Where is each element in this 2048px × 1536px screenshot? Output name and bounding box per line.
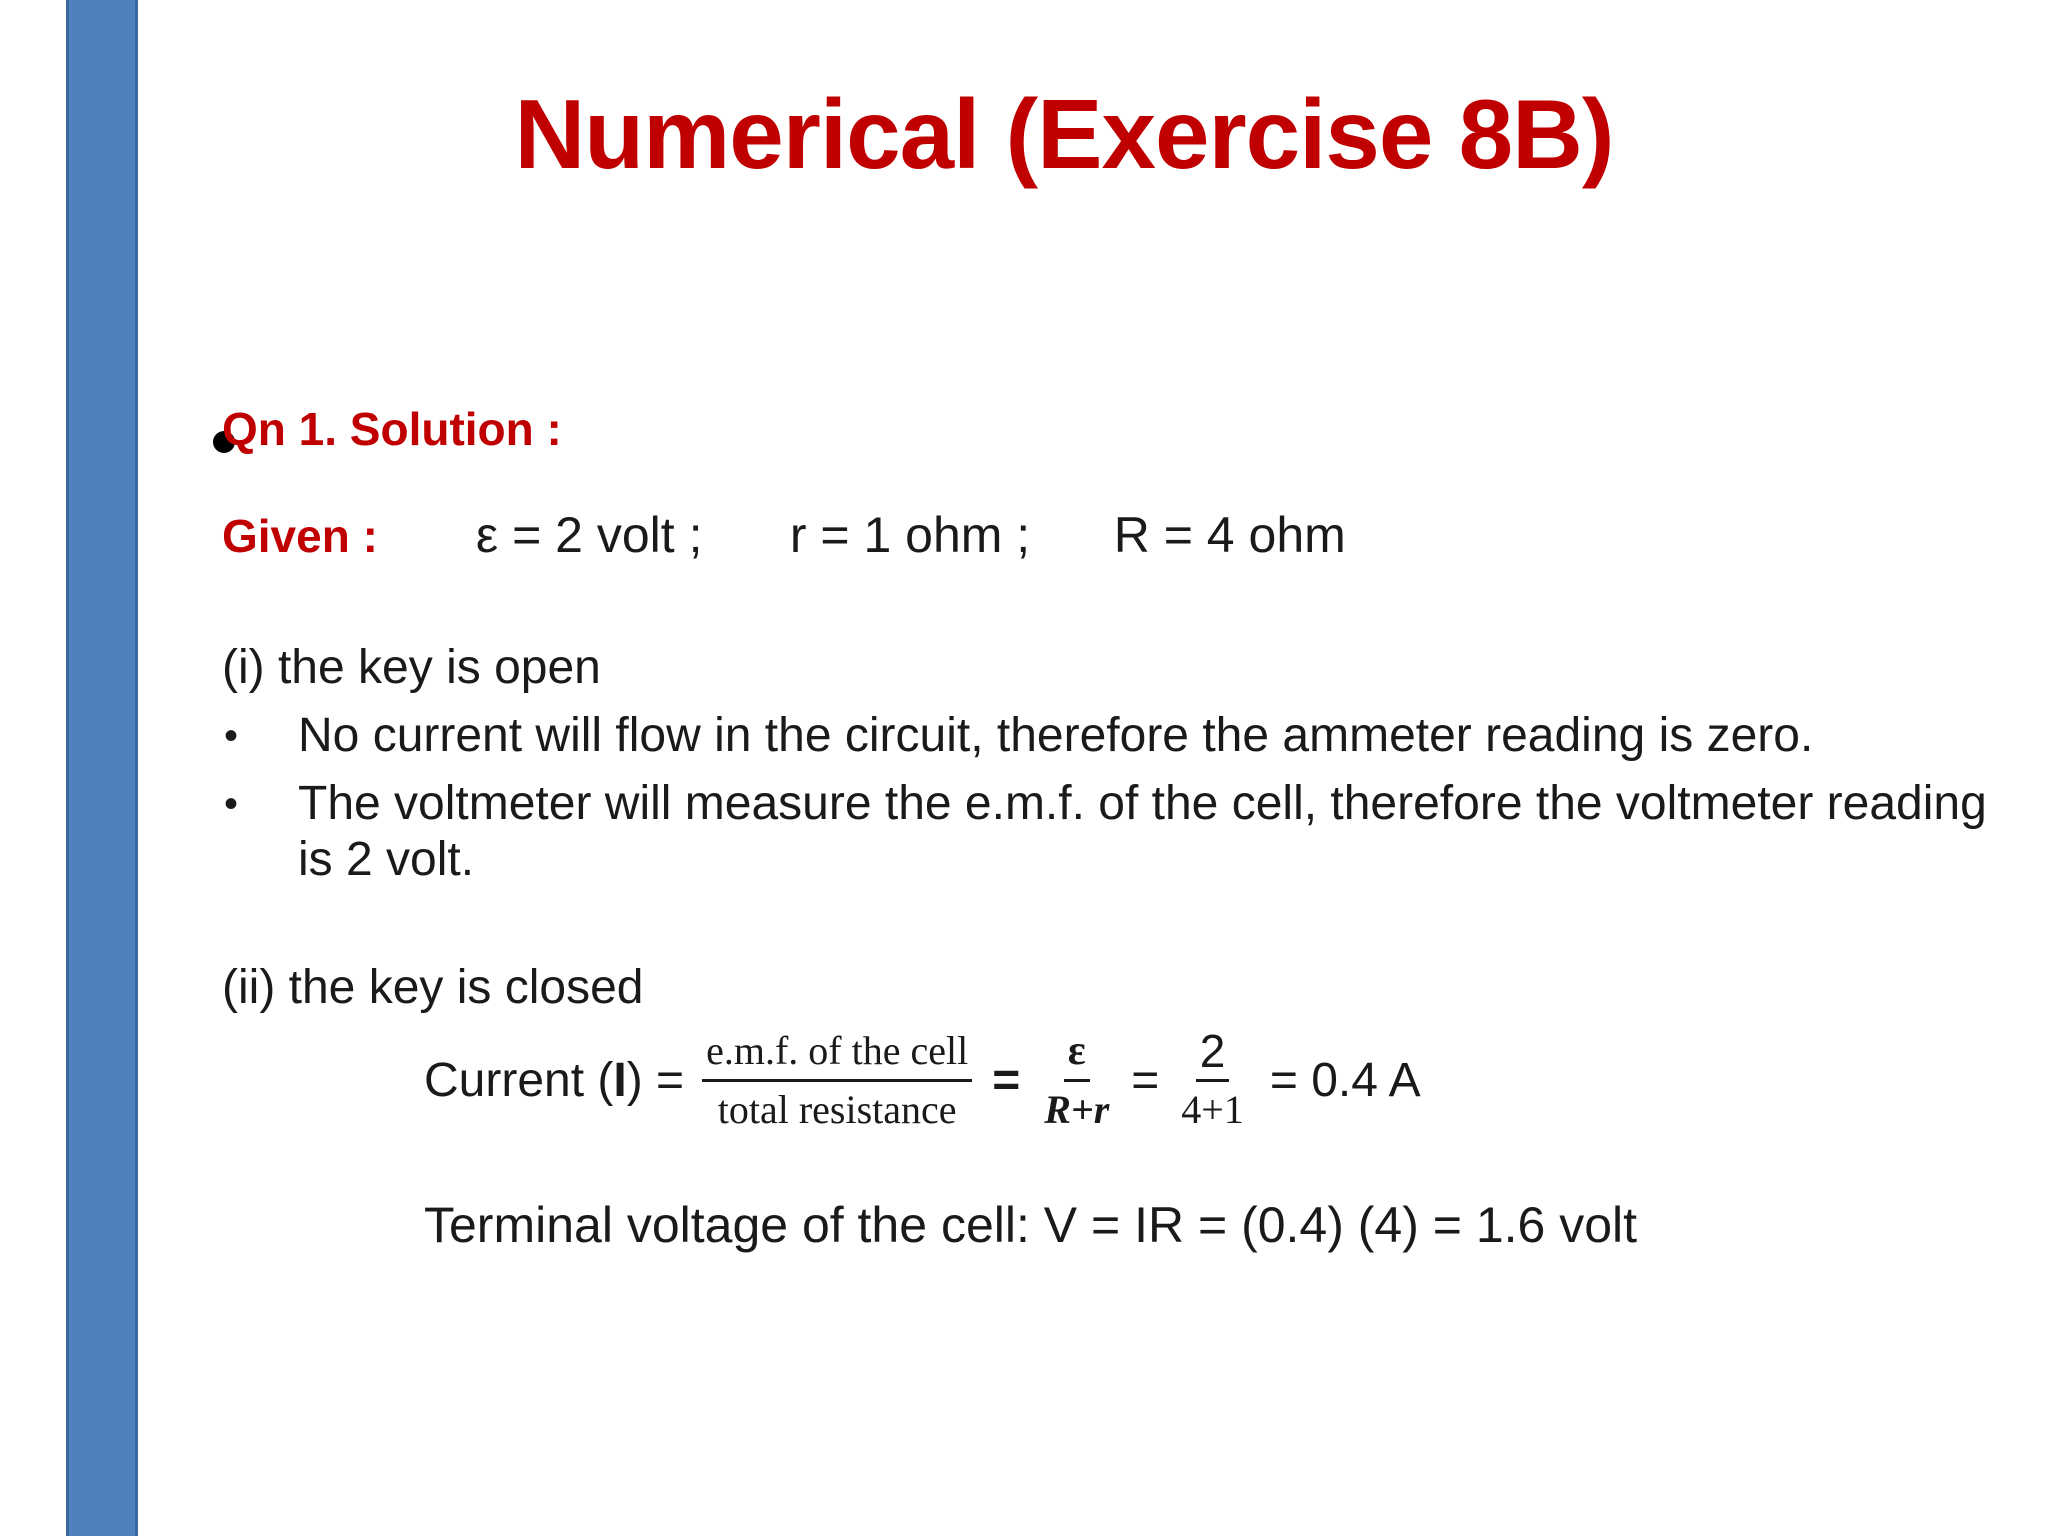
fraction-numerator: 2 [1196,1023,1230,1082]
current-formula [424,1020,1421,1140]
fraction-numeric [1177,1023,1248,1138]
fraction-denominator: R+r [1044,1086,1110,1132]
given-row [222,506,1346,564]
given-emf: ε = 2 volt ; [475,507,703,563]
fraction-symbolic [1040,1023,1113,1138]
formula-result: = 0.4 A [1269,1053,1421,1107]
fraction-numerator: e.m.f. of the cell [702,1023,972,1082]
bullet-icon: • [224,714,239,758]
bullet-text: No current will flow in the circuit, therefore the ammeter reading is zero. [298,709,1814,762]
list-item [222,708,2012,764]
equals-sign: = [1131,1053,1160,1107]
slide-title: Numerical (Exercise 8B) [514,79,1614,189]
formula-label: Current (I) = [424,1053,685,1107]
bullet-icon: • [224,782,239,826]
part-i-bullet-list [222,708,2012,900]
list-item [222,776,2012,888]
given-internal-resistance: r = 1 ohm ; [789,507,1031,563]
fraction-denominator: 4+1 [1181,1086,1244,1132]
question-heading: Qn 1. Solution : [222,403,562,455]
given-label: Given : [222,510,378,562]
terminal-voltage-line: Terminal voltage of the cell: V = IR = (0.4) (4) = 1.6 volt [424,1197,1638,1253]
bullet-text: The voltmeter will measure the e.m.f. of the cell, therefore the voltmeter reading is 2 volt. [298,777,1987,886]
part-i-heading: (i) the key is open [222,641,601,694]
fraction-emf-over-resistance [702,1023,972,1138]
left-accent-bar [66,0,138,1536]
fraction-numerator: ε [1064,1023,1090,1082]
equals-sign: = [992,1053,1021,1107]
part-ii-heading: (ii) the key is closed [222,961,644,1014]
fraction-denominator: total resistance [717,1086,957,1132]
given-external-resistance: R = 4 ohm [1113,507,1346,563]
